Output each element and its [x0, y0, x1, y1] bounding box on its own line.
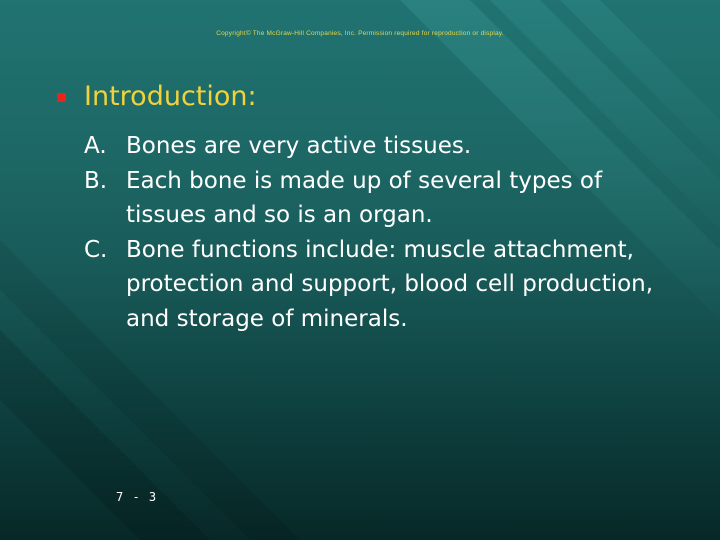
list-item — [84, 129, 684, 164]
list-marker: A. — [84, 133, 107, 159]
list-marker: C. — [84, 236, 108, 263]
bullet-square-icon — [57, 93, 66, 102]
page-number: 7 - 3 — [116, 490, 158, 504]
list-item — [84, 164, 684, 233]
slide-heading: Introduction: — [84, 81, 257, 112]
content-list — [84, 129, 684, 336]
list-marker: B. — [84, 167, 108, 194]
list-item-text: Each bone is made up of several types of tissues and so is an organ. — [126, 167, 603, 228]
copyright-notice: Copyright© The McGraw-Hill Companies, Inc. Permission required for reproduction or display. — [216, 30, 504, 37]
list-item — [84, 233, 684, 337]
list-item-text: Bone functions include: muscle attachment, protection and support, blood cell production, and storage of minerals. — [126, 236, 654, 332]
list-item-text: Bones are very active tissues. — [126, 133, 472, 159]
